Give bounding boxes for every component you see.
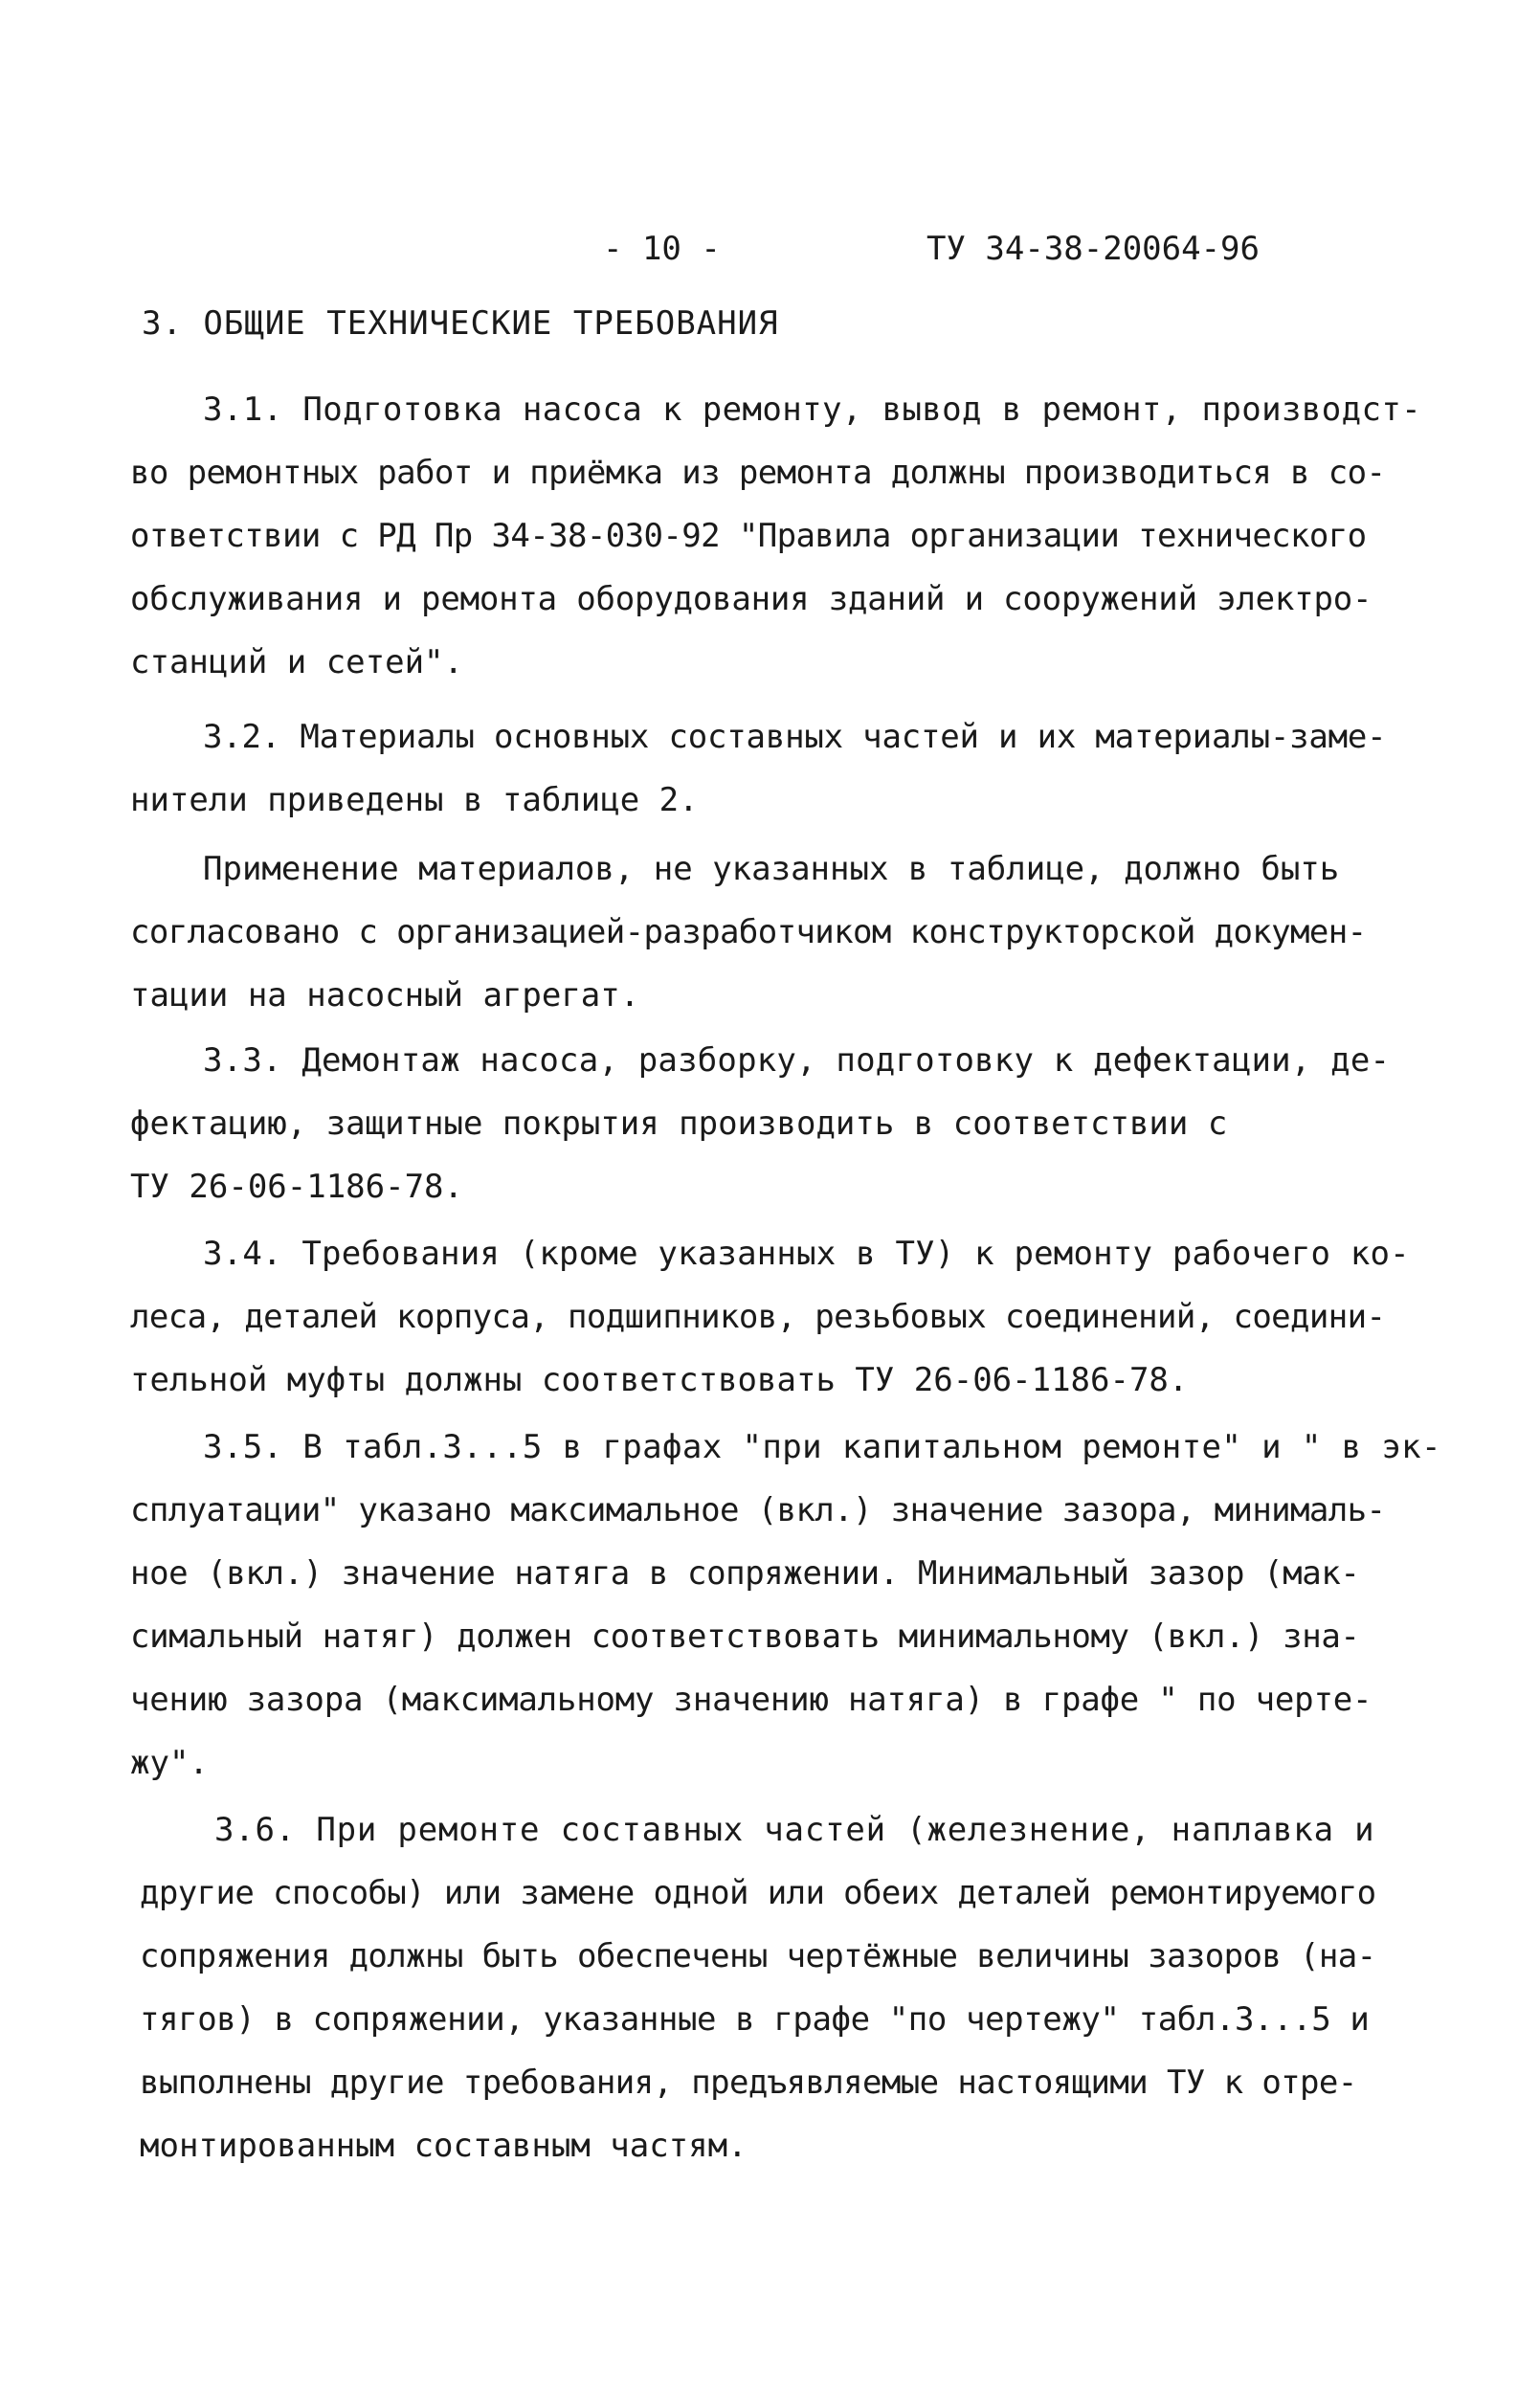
text-line: чению зазора (максимальному значению натяга) в графе " по черте- xyxy=(130,1681,1373,1719)
text-line: нители приведены в таблице 2. xyxy=(130,781,699,819)
text-line: сплуатации" указано максимальное (вкл.) значение зазора, минималь- xyxy=(130,1491,1386,1529)
text-line: 3.2. Материалы основных составных частей и их материалы-заме- xyxy=(203,718,1387,756)
text-line: согласовано с организацией-разработчиком конструкторской докумен- xyxy=(130,913,1367,951)
text-line: Применение материалов, не указанных в таблице, должно быть xyxy=(203,850,1340,888)
text-line: другие способы) или замене одной или обеих деталей ремонтируемого xyxy=(140,1874,1376,1912)
text-line: во ремонтных работ и приёмка из ремонта должны производиться в со- xyxy=(130,454,1386,492)
text-line: обслуживания и ремонта оборудования зданий и сооружений электро- xyxy=(130,580,1373,618)
text-line: леса, деталей корпуса, подшипников, резьбовых соединений, соедини- xyxy=(130,1298,1386,1336)
text-line: монтированным составным частям. xyxy=(140,2127,748,2165)
text-line: 3.3. Демонтаж насоса, разборку, подготовку к дефектации, де- xyxy=(203,1041,1391,1080)
text-line: выполнены другие требования, предъявляемые настоящими ТУ к отре- xyxy=(140,2064,1357,2102)
text-line: тельной муфты должны соответствовать ТУ 26-06-1186-78. xyxy=(130,1361,1189,1399)
document-code: ТУ 34-38-20064-96 xyxy=(926,230,1260,268)
text-line: сопряжения должны быть обеспечены чертёжные величины зазоров (на- xyxy=(140,1937,1376,1975)
text-line: тягов) в сопряжении, указанные в графе "по чертежу" табл.3...5 и xyxy=(140,2000,1370,2039)
page-number: - 10 - xyxy=(603,230,721,268)
section-title: 3. ОБЩИЕ ТЕХНИЧЕСКИЕ ТРЕБОВАНИЯ xyxy=(142,304,779,343)
text-line: ное (вкл.) значение натяга в сопряжении. Минимальный зазор (мак- xyxy=(130,1554,1360,1593)
text-line: 3.5. В табл.3...5 в графах "при капитальном ремонте" и " в эк- xyxy=(203,1428,1441,1466)
text-line: 3.6. При ремонте составных частей (железнение, наплавка и xyxy=(214,1811,1375,1849)
text-line: симальный натяг) должен соответствовать минимальному (вкл.) зна- xyxy=(130,1617,1360,1656)
text-line: 3.1. Подготовка насоса к ремонту, вывод в ремонт, производст- xyxy=(203,390,1422,429)
page-header xyxy=(0,230,1540,287)
text-line: 3.4. Требования (кроме указанных в ТУ) к ремонту рабочего ко- xyxy=(203,1235,1410,1273)
text-line: жу". xyxy=(130,1744,209,1782)
text-line: ТУ 26-06-1186-78. xyxy=(130,1168,463,1206)
text-line: станций и сетей". xyxy=(130,643,463,681)
text-line: тации на насосный агрегат. xyxy=(130,976,640,1015)
text-line: ответствии с РД Пр 34-38-030-92 "Правила организации технического xyxy=(130,517,1367,555)
text-line: фектацию, защитные покрытия производить в соответствии с xyxy=(130,1104,1228,1143)
